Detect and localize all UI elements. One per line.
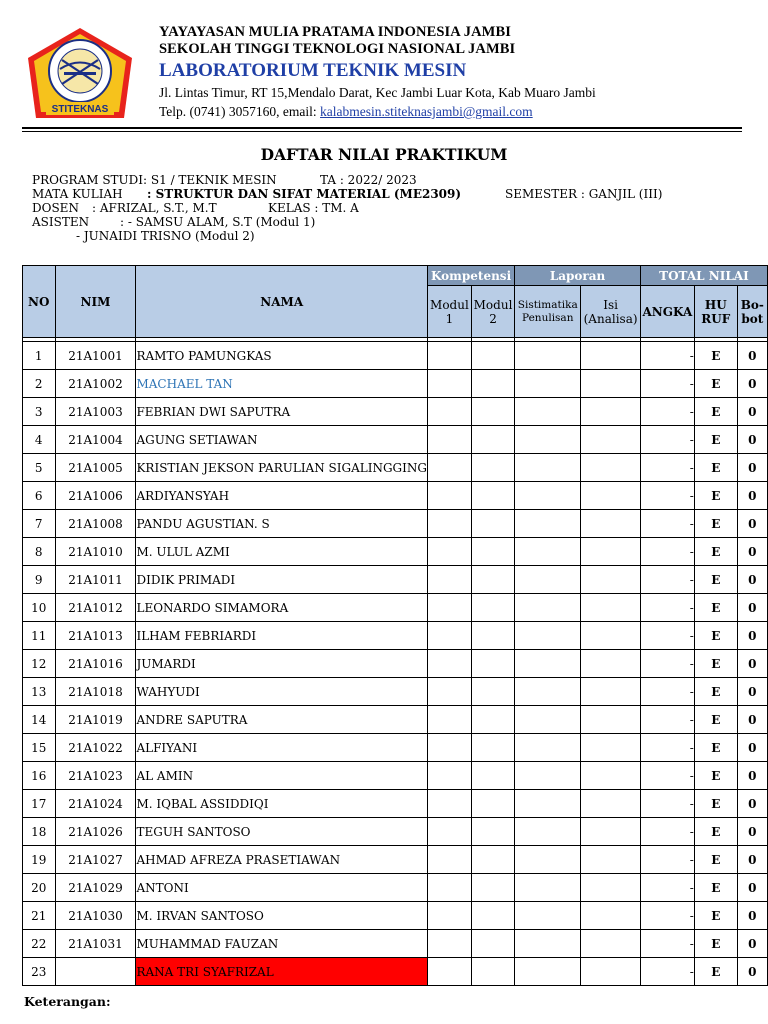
- row-no: 4: [23, 426, 56, 454]
- table-row: [23, 622, 768, 650]
- row-modul2: [471, 678, 514, 706]
- row-modul2: [471, 930, 514, 958]
- row-nama: JUMARDI: [136, 650, 428, 678]
- group-laporan: Laporan: [515, 266, 641, 286]
- row-modul1: [427, 426, 471, 454]
- row-nim: 21A1023: [55, 762, 136, 790]
- row-modul1: [427, 342, 471, 370]
- row-sistimatika: [515, 958, 581, 986]
- row-angka: -: [640, 958, 694, 986]
- grades-table: [22, 265, 768, 986]
- row-no: 2: [23, 370, 56, 398]
- row-angka: -: [640, 510, 694, 538]
- row-angka: -: [640, 930, 694, 958]
- row-bobot: 0: [737, 958, 767, 986]
- row-sistimatika: [515, 454, 581, 482]
- row-no: 12: [23, 650, 56, 678]
- row-sistimatika: [515, 790, 581, 818]
- row-sistimatika: [515, 706, 581, 734]
- academic-year: TA : 2022/ 2023: [320, 173, 417, 187]
- row-angka: -: [640, 762, 694, 790]
- table-row: [23, 846, 768, 874]
- row-no: 3: [23, 398, 56, 426]
- col-nama: NAMA: [136, 266, 428, 338]
- row-isi: [581, 734, 641, 762]
- row-modul2: [471, 622, 514, 650]
- row-sistimatika: [515, 762, 581, 790]
- row-nim: 21A1012: [55, 594, 136, 622]
- row-modul2: [471, 818, 514, 846]
- notes-label: Keterangan:: [24, 994, 111, 1009]
- row-modul1: [427, 398, 471, 426]
- row-modul2: [471, 538, 514, 566]
- row-no: 8: [23, 538, 56, 566]
- table-row: [23, 678, 768, 706]
- row-angka: -: [640, 566, 694, 594]
- row-huruf: E: [694, 790, 737, 818]
- row-bobot: 0: [737, 622, 767, 650]
- row-modul1: [427, 538, 471, 566]
- row-sistimatika: [515, 818, 581, 846]
- col-bobot: Bo- bot: [737, 286, 767, 338]
- row-huruf: E: [694, 930, 737, 958]
- row-huruf: E: [694, 874, 737, 902]
- row-angka: -: [640, 370, 694, 398]
- row-modul2: [471, 370, 514, 398]
- row-bobot: 0: [737, 734, 767, 762]
- row-huruf: E: [694, 958, 737, 986]
- row-bobot: 0: [737, 370, 767, 398]
- row-modul1: [427, 902, 471, 930]
- table-row: [23, 454, 768, 482]
- row-no: 9: [23, 566, 56, 594]
- row-nama: KRISTIAN JEKSON PARULIAN SIGALINGGING: [136, 454, 428, 482]
- row-angka: -: [640, 426, 694, 454]
- stiteknas-logo: [24, 26, 136, 122]
- foundation-name: YAYAYASAN MULIA PRATAMA INDONESIA JAMBI: [159, 24, 511, 40]
- table-row: [23, 398, 768, 426]
- table-row: [23, 818, 768, 846]
- row-isi: [581, 762, 641, 790]
- row-modul2: [471, 342, 514, 370]
- row-angka: -: [640, 902, 694, 930]
- row-bobot: 0: [737, 650, 767, 678]
- row-huruf: E: [694, 566, 737, 594]
- table-row: [23, 790, 768, 818]
- row-huruf: E: [694, 398, 737, 426]
- row-bobot: 0: [737, 482, 767, 510]
- class-info: KELAS : TM. A: [268, 201, 359, 215]
- row-bobot: 0: [737, 566, 767, 594]
- row-nim: 21A1026: [55, 818, 136, 846]
- row-angka: -: [640, 482, 694, 510]
- row-nim: 21A1018: [55, 678, 136, 706]
- row-sistimatika: [515, 426, 581, 454]
- assistant-label: ASISTEN: [32, 215, 90, 229]
- row-nim: 21A1027: [55, 846, 136, 874]
- row-no: 23: [23, 958, 56, 986]
- row-no: 14: [23, 706, 56, 734]
- row-angka: -: [640, 846, 694, 874]
- row-nama: M. IRVAN SANTOSO: [136, 902, 428, 930]
- row-bobot: 0: [737, 342, 767, 370]
- table-row: [23, 902, 768, 930]
- row-nama: PANDU AGUSTIAN. S: [136, 510, 428, 538]
- row-isi: [581, 370, 641, 398]
- row-modul1: [427, 566, 471, 594]
- row-sistimatika: [515, 734, 581, 762]
- row-modul2: [471, 958, 514, 986]
- group-kompetensi: Kompetensi: [427, 266, 514, 286]
- row-nama: WAHYUDI: [136, 678, 428, 706]
- row-angka: -: [640, 398, 694, 426]
- table-row: [23, 734, 768, 762]
- row-isi: [581, 650, 641, 678]
- row-nim: 21A1010: [55, 538, 136, 566]
- row-no: 5: [23, 454, 56, 482]
- row-no: 6: [23, 482, 56, 510]
- row-modul2: [471, 902, 514, 930]
- row-modul2: [471, 734, 514, 762]
- row-nama: MUHAMMAD FAUZAN: [136, 930, 428, 958]
- row-nim: 21A1004: [55, 426, 136, 454]
- row-angka: -: [640, 454, 694, 482]
- table-row: [23, 538, 768, 566]
- row-sistimatika: [515, 538, 581, 566]
- row-bobot: 0: [737, 538, 767, 566]
- col-modul1: Modul 1: [427, 286, 471, 338]
- col-isi: Isi (Analisa): [581, 286, 641, 338]
- row-no: 20: [23, 874, 56, 902]
- row-modul1: [427, 846, 471, 874]
- row-huruf: E: [694, 538, 737, 566]
- row-modul1: [427, 930, 471, 958]
- header-rule-thin: [22, 131, 742, 132]
- row-huruf: E: [694, 706, 737, 734]
- row-huruf: E: [694, 622, 737, 650]
- row-isi: [581, 706, 641, 734]
- col-modul2: Modul 2: [471, 286, 514, 338]
- college-name: SEKOLAH TINGGI TEKNOLOGI NASIONAL JAMBI: [159, 41, 516, 57]
- row-nama: FEBRIAN DWI SAPUTRA: [136, 398, 428, 426]
- table-row: [23, 482, 768, 510]
- row-modul1: [427, 818, 471, 846]
- row-nama: MACHAEL TAN: [136, 370, 428, 398]
- row-modul2: [471, 566, 514, 594]
- lecturer-label: DOSEN: [32, 201, 79, 215]
- row-angka: -: [640, 734, 694, 762]
- lecturer-value: : AFRIZAL, S.T., M.T: [92, 201, 217, 215]
- row-nim: 21A1019: [55, 706, 136, 734]
- col-huruf: HU RUF: [694, 286, 737, 338]
- assistant-2: - JUNAIDI TRISNO (Modul 2): [76, 229, 255, 243]
- row-no: 19: [23, 846, 56, 874]
- group-total: TOTAL NILAI: [640, 266, 767, 286]
- row-nama: M. IQBAL ASSIDDIQI: [136, 790, 428, 818]
- row-nim: 21A1031: [55, 930, 136, 958]
- row-nim: 21A1030: [55, 902, 136, 930]
- row-nama: ANTONI: [136, 874, 428, 902]
- table-row: [23, 426, 768, 454]
- row-nama: ANDRE SAPUTRA: [136, 706, 428, 734]
- col-nim: NIM: [55, 266, 136, 338]
- row-no: 7: [23, 510, 56, 538]
- row-nama: LEONARDO SIMAMORA: [136, 594, 428, 622]
- row-modul2: [471, 398, 514, 426]
- col-sistimatika: Sistimatika Penulisan: [515, 286, 581, 338]
- row-no: 16: [23, 762, 56, 790]
- row-huruf: E: [694, 762, 737, 790]
- row-no: 21: [23, 902, 56, 930]
- row-modul1: [427, 706, 471, 734]
- row-isi: [581, 622, 641, 650]
- row-huruf: E: [694, 734, 737, 762]
- row-modul1: [427, 650, 471, 678]
- table-row: [23, 342, 768, 370]
- row-sistimatika: [515, 902, 581, 930]
- row-bobot: 0: [737, 510, 767, 538]
- row-sistimatika: [515, 566, 581, 594]
- row-modul2: [471, 510, 514, 538]
- row-modul1: [427, 874, 471, 902]
- row-angka: -: [640, 678, 694, 706]
- row-huruf: E: [694, 846, 737, 874]
- contact-line: Telp. (0741) 3057160, email: kalabmesin.stiteknasjambi@gmail.com: [159, 104, 533, 119]
- row-sistimatika: [515, 930, 581, 958]
- row-isi: [581, 874, 641, 902]
- table-row: [23, 650, 768, 678]
- row-modul1: [427, 678, 471, 706]
- row-bobot: 0: [737, 762, 767, 790]
- row-modul2: [471, 594, 514, 622]
- svg-text:STITEKNAS: STITEKNAS: [51, 104, 109, 115]
- row-isi: [581, 678, 641, 706]
- row-nim: 21A1008: [55, 510, 136, 538]
- row-nama: RANA TRI SYAFRIZAL: [136, 958, 428, 986]
- row-modul1: [427, 510, 471, 538]
- row-no: 1: [23, 342, 56, 370]
- row-no: 18: [23, 818, 56, 846]
- course-label: MATA KULIAH: [32, 187, 123, 201]
- row-nama: TEGUH SANTOSO: [136, 818, 428, 846]
- row-nim: 21A1006: [55, 482, 136, 510]
- row-isi: [581, 398, 641, 426]
- row-sistimatika: [515, 482, 581, 510]
- row-modul1: [427, 622, 471, 650]
- row-modul2: [471, 762, 514, 790]
- row-nim: 21A1013: [55, 622, 136, 650]
- row-no: 10: [23, 594, 56, 622]
- col-no: NO: [23, 266, 56, 338]
- semester-info: SEMESTER : GANJIL (III): [505, 187, 663, 201]
- program-info: PROGRAM STUDI: S1 / TEKNIK MESIN: [32, 173, 277, 187]
- row-nim: 21A1003: [55, 398, 136, 426]
- table-row: [23, 370, 768, 398]
- row-sistimatika: [515, 398, 581, 426]
- row-nim: 21A1005: [55, 454, 136, 482]
- row-huruf: E: [694, 650, 737, 678]
- row-isi: [581, 930, 641, 958]
- row-nim: 21A1022: [55, 734, 136, 762]
- row-modul1: [427, 454, 471, 482]
- row-angka: -: [640, 706, 694, 734]
- row-nim: 21A1001: [55, 342, 136, 370]
- row-modul1: [427, 734, 471, 762]
- table-row: [23, 874, 768, 902]
- row-angka: -: [640, 874, 694, 902]
- row-nim: 21A1016: [55, 650, 136, 678]
- row-nama: M. ULUL AZMI: [136, 538, 428, 566]
- row-huruf: E: [694, 370, 737, 398]
- table-row: [23, 930, 768, 958]
- row-nama: ARDIYANSYAH: [136, 482, 428, 510]
- row-angka: -: [640, 650, 694, 678]
- row-nim: 21A1024: [55, 790, 136, 818]
- row-bobot: 0: [737, 454, 767, 482]
- row-huruf: E: [694, 342, 737, 370]
- row-sistimatika: [515, 678, 581, 706]
- lab-name: LABORATORIUM TEKNIK MESIN: [159, 60, 467, 81]
- row-sistimatika: [515, 510, 581, 538]
- row-bobot: 0: [737, 706, 767, 734]
- row-angka: -: [640, 538, 694, 566]
- row-isi: [581, 958, 641, 986]
- table-row: [23, 566, 768, 594]
- row-modul2: [471, 790, 514, 818]
- row-no: 15: [23, 734, 56, 762]
- row-isi: [581, 818, 641, 846]
- course-value: : STRUKTUR DAN SIFAT MATERIAL (ME2309): [147, 187, 462, 201]
- row-nama: AL AMIN: [136, 762, 428, 790]
- document-title: DAFTAR NILAI PRAKTIKUM: [260, 145, 508, 164]
- assistant-1: : - SAMSU ALAM, S.T (Modul 1): [120, 215, 316, 229]
- row-bobot: 0: [737, 594, 767, 622]
- row-no: 22: [23, 930, 56, 958]
- row-bobot: 0: [737, 902, 767, 930]
- row-angka: -: [640, 622, 694, 650]
- row-isi: [581, 482, 641, 510]
- row-modul2: [471, 874, 514, 902]
- row-modul2: [471, 482, 514, 510]
- row-isi: [581, 566, 641, 594]
- row-modul2: [471, 706, 514, 734]
- row-bobot: 0: [737, 874, 767, 902]
- row-bobot: 0: [737, 930, 767, 958]
- row-isi: [581, 454, 641, 482]
- row-nama: ALFIYANI: [136, 734, 428, 762]
- row-bobot: 0: [737, 678, 767, 706]
- row-sistimatika: [515, 370, 581, 398]
- row-isi: [581, 426, 641, 454]
- row-isi: [581, 538, 641, 566]
- row-nama: ILHAM FEBRIARDI: [136, 622, 428, 650]
- row-nim: [55, 958, 136, 986]
- table-row: [23, 706, 768, 734]
- row-isi: [581, 902, 641, 930]
- table-row: [23, 594, 768, 622]
- row-bobot: 0: [737, 790, 767, 818]
- row-nim: 21A1011: [55, 566, 136, 594]
- row-sistimatika: [515, 846, 581, 874]
- table-row: [23, 958, 768, 986]
- row-sistimatika: [515, 594, 581, 622]
- row-modul2: [471, 426, 514, 454]
- row-huruf: E: [694, 594, 737, 622]
- row-isi: [581, 342, 641, 370]
- table-row: [23, 510, 768, 538]
- row-huruf: E: [694, 426, 737, 454]
- row-angka: -: [640, 790, 694, 818]
- row-bobot: 0: [737, 846, 767, 874]
- row-nama: AHMAD AFREZA PRASETIAWAN: [136, 846, 428, 874]
- row-nama: RAMTO PAMUNGKAS: [136, 342, 428, 370]
- table-row: [23, 762, 768, 790]
- row-nama: AGUNG SETIAWAN: [136, 426, 428, 454]
- row-isi: [581, 510, 641, 538]
- row-no: 13: [23, 678, 56, 706]
- address: Jl. Lintas Timur, RT 15,Mendalo Darat, Kec Jambi Luar Kota, Kab Muaro Jambi: [159, 85, 596, 100]
- header-rule-thick: [22, 127, 742, 129]
- row-no: 11: [23, 622, 56, 650]
- row-bobot: 0: [737, 818, 767, 846]
- row-modul1: [427, 762, 471, 790]
- letterhead: [159, 24, 719, 121]
- row-angka: -: [640, 594, 694, 622]
- row-huruf: E: [694, 818, 737, 846]
- row-huruf: E: [694, 678, 737, 706]
- row-sistimatika: [515, 622, 581, 650]
- row-modul1: [427, 482, 471, 510]
- row-isi: [581, 790, 641, 818]
- row-modul1: [427, 370, 471, 398]
- row-huruf: E: [694, 482, 737, 510]
- row-isi: [581, 594, 641, 622]
- col-angka: ANGKA: [640, 286, 694, 338]
- row-modul2: [471, 650, 514, 678]
- row-huruf: E: [694, 454, 737, 482]
- row-modul1: [427, 790, 471, 818]
- row-angka: -: [640, 818, 694, 846]
- row-sistimatika: [515, 874, 581, 902]
- row-modul2: [471, 454, 514, 482]
- row-bobot: 0: [737, 426, 767, 454]
- row-sistimatika: [515, 650, 581, 678]
- row-angka: -: [640, 342, 694, 370]
- row-sistimatika: [515, 342, 581, 370]
- row-isi: [581, 846, 641, 874]
- row-nim: 21A1029: [55, 874, 136, 902]
- row-nama: DIDIK PRIMADI: [136, 566, 428, 594]
- row-no: 17: [23, 790, 56, 818]
- row-bobot: 0: [737, 398, 767, 426]
- email-link[interactable]: kalabmesin.stiteknasjambi@gmail.com: [320, 104, 533, 119]
- row-modul2: [471, 846, 514, 874]
- row-nim: 21A1002: [55, 370, 136, 398]
- row-huruf: E: [694, 902, 737, 930]
- row-huruf: E: [694, 510, 737, 538]
- row-modul1: [427, 594, 471, 622]
- row-modul1: [427, 958, 471, 986]
